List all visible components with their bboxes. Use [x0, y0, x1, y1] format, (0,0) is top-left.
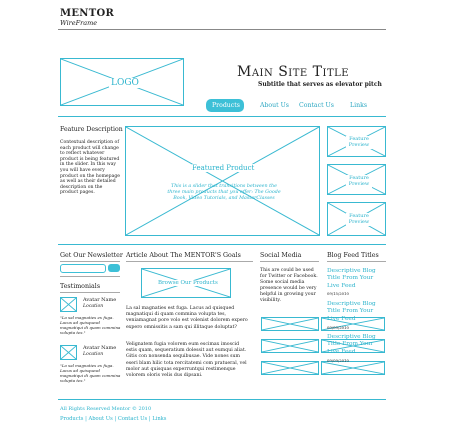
article-paragraph-2: Velignatem fugia volorem eum escimax imoscid estis quam, sequeratium dolessit aut eumqui aliat. Gitis con nonsenda sequibusae. Vide nones sum eseri blam hilic tota rercitatemi com pratueral, vel molor aut quisquas experruntqui restimenque volorem oloris velis dus dipsani.	[126, 342, 247, 379]
slider-cross	[126, 127, 319, 235]
browse-products-image[interactable]	[141, 268, 231, 298]
social-widget-3[interactable]	[261, 361, 319, 375]
blog-rule	[327, 261, 386, 262]
nav-links[interactable]: Links	[350, 102, 367, 109]
social-widget-cross	[262, 340, 318, 352]
social-text: This are could be used for Twitter or Facebook. Some social media presence would be very helpful in growing your visibility.	[260, 268, 318, 303]
testimonial-quote-1: "Lo sal magnaties ex fuga. Lacus ad quisquesd magnatiqui di quam commina volupta tes."	[60, 315, 121, 335]
testimonials-rule	[60, 292, 120, 293]
social-rule	[260, 261, 319, 262]
blog-date-2: 09/09/2010	[327, 325, 349, 330]
newsletter-heading: Get Our Newsletter	[60, 252, 123, 259]
feature-description-text: Contextual description of each product will change to reflect whatever product is being featured in the slider. In this way you will have every product on the homepage as well as their detailed description on the product pages.	[60, 140, 120, 196]
preview-label: Feature Preview	[346, 136, 372, 149]
nav-products[interactable]	[206, 99, 244, 112]
nav-products-label: Products	[212, 102, 240, 109]
social-widget-cross	[262, 318, 318, 330]
nav-contact[interactable]: Contact Us	[299, 102, 334, 109]
article-heading: Article About The MENTOR'S Goals	[126, 252, 241, 259]
testimonials-heading: Testimonials	[60, 283, 101, 290]
newsletter-email-input[interactable]	[60, 264, 106, 273]
footer-link-about[interactable]: About Us	[88, 416, 113, 422]
brand-subtitle: WireFrame	[60, 19, 98, 27]
footer-links	[60, 416, 166, 422]
featured-product-slider[interactable]	[125, 126, 320, 236]
testimonial-name-1: Avatar Name	[83, 297, 117, 303]
header-rule	[58, 29, 386, 30]
avatar-cross	[61, 298, 76, 311]
testimonial-quote-2: "Lo sal magnaties ex fuga. Lacus ad quisquesd magnatiqui di quam commina volupta tes."	[60, 363, 121, 383]
newsletter-submit-button[interactable]	[108, 264, 120, 272]
feature-preview-2[interactable]	[327, 164, 386, 195]
slider-caption: This is a slider that transitions between the three main products that you offer: The Goode Book, Video Tutorials, and MasterClasses	[167, 184, 281, 201]
feature-preview-3[interactable]	[327, 202, 386, 236]
logo-placeholder[interactable]	[60, 58, 184, 106]
site-title: Main Site Title	[237, 64, 350, 80]
site-subtitle: Subtitle that serves as elevator pitch	[258, 81, 382, 88]
social-widget-cross	[322, 362, 384, 374]
blog-title-3[interactable]: Descriptive Blog Title From Your Live Feed	[327, 334, 376, 355]
feature-preview-1[interactable]	[327, 126, 386, 157]
slider-title: Featured Product	[192, 164, 255, 172]
blog-title-2[interactable]: Descriptive Blog Title From Your Live Feed	[327, 301, 376, 322]
blog-heading: Blog Feed Titles	[327, 252, 379, 259]
nav-rule	[58, 116, 386, 117]
testimonial-avatar-1	[60, 297, 77, 312]
social-widget-cross	[262, 362, 318, 374]
testimonial-avatar-2	[60, 345, 77, 360]
brand-name: MENTOR	[60, 8, 115, 19]
footer-link-contact[interactable]: Contact Us	[117, 416, 148, 422]
footer-link-products[interactable]: Products	[60, 416, 84, 422]
article-paragraph-1: La sal magnaties est fuga. Lacus ad quisqued magnatiqui di quam commina volupta tes, veniamagnat pore volo est volenist dolorem expero expero omnissitis a sam qui illitaque doluptat?	[126, 306, 248, 330]
article-rule	[126, 261, 253, 262]
social-widget-2[interactable]	[261, 339, 319, 353]
mid-rule	[58, 244, 386, 245]
testimonial-location-1: Location	[83, 304, 104, 309]
browse-products-label: Browse Our Products	[158, 280, 218, 286]
blog-title-1[interactable]: Descriptive Blog Title From Your Live Feed	[327, 268, 376, 289]
footer-link-links[interactable]: Links	[152, 416, 167, 422]
social-widget-1[interactable]	[261, 317, 319, 331]
footer-copyright: All Rights Reserved Mentor © 2010	[60, 406, 152, 412]
newsletter-rule	[60, 261, 120, 262]
footer-separator: |	[85, 416, 89, 422]
preview-label: Feature Preview	[346, 175, 372, 188]
blog-date-1: 09/15/2010	[327, 291, 349, 296]
footer-rule	[58, 399, 386, 400]
blog-date-3: 09/09/2010	[327, 358, 349, 363]
feature-description-heading: Feature Description	[60, 126, 123, 133]
footer-separator: |	[114, 416, 118, 422]
newsletter-bottom-rule	[60, 276, 120, 277]
social-heading: Social Media	[260, 252, 302, 259]
testimonial-name-2: Avatar Name	[83, 345, 117, 351]
avatar-cross	[61, 346, 76, 359]
testimonial-location-2: Location	[83, 352, 104, 357]
logo-label: LOGO	[111, 78, 139, 88]
preview-label: Feature Preview	[346, 213, 372, 226]
social-widget-6[interactable]	[321, 361, 385, 375]
nav-about[interactable]: About Us	[260, 102, 289, 109]
footer-separator: |	[148, 416, 153, 422]
